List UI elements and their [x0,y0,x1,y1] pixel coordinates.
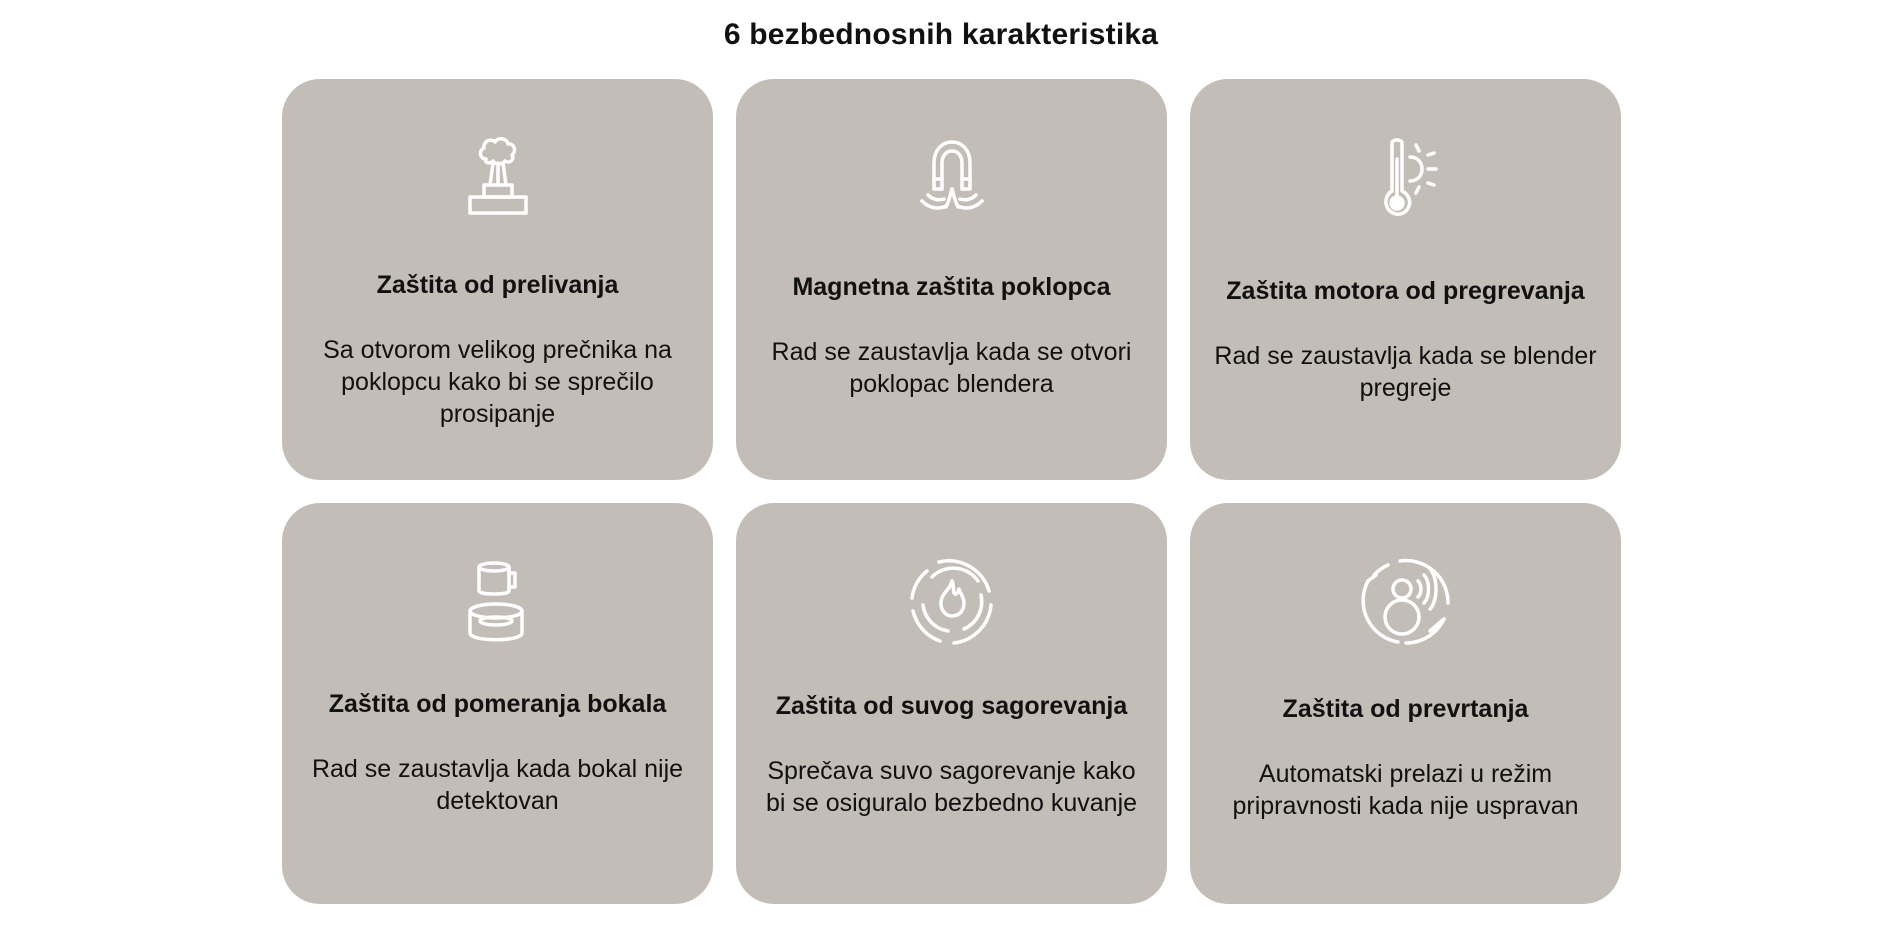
feature-card-overflow [282,79,713,480]
features-grid [282,79,1621,904]
feature-text [758,271,1145,400]
feature-card-motor-overheat [1190,79,1621,480]
page-title: 6 bezbednosnih karakteristika [723,18,1159,51]
feature-description: Rad se zaustavlja kada se blender pregreje [1214,342,1597,402]
feature-description: Rad se zaustavlja kada se otvori poklopac blendera [771,338,1132,398]
tip-over-icon [1358,553,1454,649]
feature-card-tip-over [1190,503,1621,904]
feature-title: Zaštita od prelivanja [376,271,619,299]
feature-description: Rad se zaustavlja kada bokal nije detektovan [311,755,684,815]
dry-burn-flame-icon [904,553,1000,649]
feature-title: Zaštita od prevrtanja [1282,695,1529,723]
magnet-icon [904,129,1000,225]
feature-title: Magnetna zaštita poklopca [792,273,1111,301]
feature-card-magnetic-lid [736,79,1167,480]
feature-title: Zaštita od suvog sagorevanja [775,692,1128,720]
feature-description: Sprečava suvo sagorevanje kako bi se osiguralo bezbedno kuvanje [765,757,1138,817]
feature-text [304,269,691,430]
jar-detection-icon [450,553,546,649]
feature-text [1212,275,1599,404]
feature-card-dry-burn [736,503,1167,904]
feature-description: Sa otvorom velikog prečnika na poklopcu kako bi se sprečilo prosipanje [323,336,672,428]
feature-title: Zaštita od pomeranja bokala [328,690,667,718]
feature-text [758,690,1145,819]
feature-text [304,688,691,817]
feature-title: Zaštita motora od pregrevanja [1226,277,1585,305]
feature-text [1212,693,1599,822]
feature-card-jar-displacement [282,503,713,904]
overflow-protection-icon [450,129,546,225]
thermometer-icon [1358,129,1454,225]
feature-description: Automatski prelazi u režim pripravnosti kada nije uspravan [1232,760,1579,820]
